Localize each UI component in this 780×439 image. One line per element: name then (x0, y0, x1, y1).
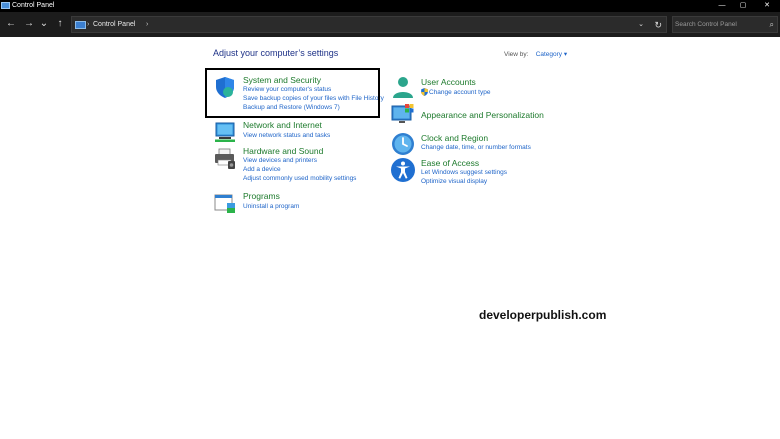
category-user-accounts (391, 75, 561, 101)
category-programs (213, 191, 383, 217)
devices-printers-link[interactable]: View devices and printers (243, 157, 317, 164)
category-appearance-and-personalization (391, 103, 561, 129)
date-time-formats-link[interactable]: Change date, time, or number formats (421, 144, 531, 151)
category-ease-of-access (391, 158, 561, 188)
forward-button[interactable]: → (24, 18, 34, 29)
highlight-box (205, 68, 380, 118)
accessibility-icon[interactable] (391, 158, 415, 182)
category-clock-and-region (391, 132, 561, 158)
control-panel-icon (75, 21, 86, 29)
printer-icon[interactable] (213, 146, 237, 170)
page-heading: Adjust your computer’s settings (213, 48, 339, 58)
back-button[interactable]: ← (6, 18, 16, 29)
breadcrumb-separator[interactable]: › (146, 21, 149, 28)
category-title[interactable]: Network and Internet (243, 120, 322, 130)
mobility-settings-link[interactable]: Adjust commonly used mobility settings (243, 175, 357, 182)
search-icon[interactable]: ⌕ (769, 20, 774, 29)
view-by-label: View by: (504, 51, 529, 58)
search-input[interactable] (675, 18, 763, 31)
uac-shield-icon (421, 88, 428, 98)
address-bar[interactable] (71, 16, 667, 33)
uninstall-program-link[interactable]: Uninstall a program (243, 203, 300, 210)
maximize-button[interactable]: ▢ (739, 2, 747, 9)
category-hardware-and-sound (213, 146, 383, 186)
add-device-link[interactable]: Add a device (243, 166, 281, 173)
review-status-link[interactable]: Review your computer's status (243, 86, 332, 93)
category-network-and-internet (213, 120, 383, 146)
category-title[interactable]: System and Security (243, 75, 321, 85)
clock-icon[interactable] (391, 132, 415, 156)
close-button[interactable]: ✕ (764, 2, 770, 9)
category-title[interactable]: Hardware and Sound (243, 146, 324, 156)
change-account-type-link[interactable]: Change account type (429, 89, 491, 96)
network-icon[interactable] (213, 120, 237, 144)
breadcrumb-separator[interactable]: › (87, 21, 90, 28)
category-title[interactable]: Ease of Access (421, 158, 480, 168)
view-by (504, 50, 567, 58)
navigation-bar (0, 12, 780, 37)
up-button[interactable]: ↑ (57, 18, 63, 29)
category-title[interactable]: Clock and Region (421, 133, 489, 143)
view-by-dropdown[interactable]: Category ▾ (535, 51, 568, 58)
watermark-text: developerpublish.com (479, 308, 607, 322)
control-panel-app-icon (1, 2, 10, 9)
category-title[interactable]: User Accounts (421, 77, 476, 87)
refresh-button[interactable]: ↻ (654, 20, 662, 30)
window-title: Control Panel (12, 2, 55, 9)
address-dropdown-button[interactable]: ⌄ (638, 21, 644, 28)
programs-icon[interactable] (213, 191, 237, 215)
minimize-button[interactable]: — (718, 2, 726, 9)
category-title[interactable]: Programs (243, 191, 280, 201)
title-bar (0, 0, 780, 12)
recent-locations-button[interactable]: ⌄ (39, 18, 49, 29)
optimize-visual-display-link[interactable]: Optimize visual display (421, 178, 488, 185)
category-title[interactable]: Appearance and Personalization (421, 110, 544, 120)
file-history-link[interactable]: Save backup copies of your files with File History (243, 95, 384, 102)
search-box[interactable] (672, 16, 778, 33)
network-status-link[interactable]: View network status and tasks (243, 132, 331, 139)
backup-restore-link[interactable]: Backup and Restore (Windows 7) (243, 104, 340, 111)
user-icon[interactable] (391, 75, 415, 99)
windows-suggest-settings-link[interactable]: Let Windows suggest settings (421, 169, 507, 176)
breadcrumb-control-panel[interactable]: Control Panel (93, 21, 136, 28)
appearance-icon[interactable] (391, 103, 415, 127)
